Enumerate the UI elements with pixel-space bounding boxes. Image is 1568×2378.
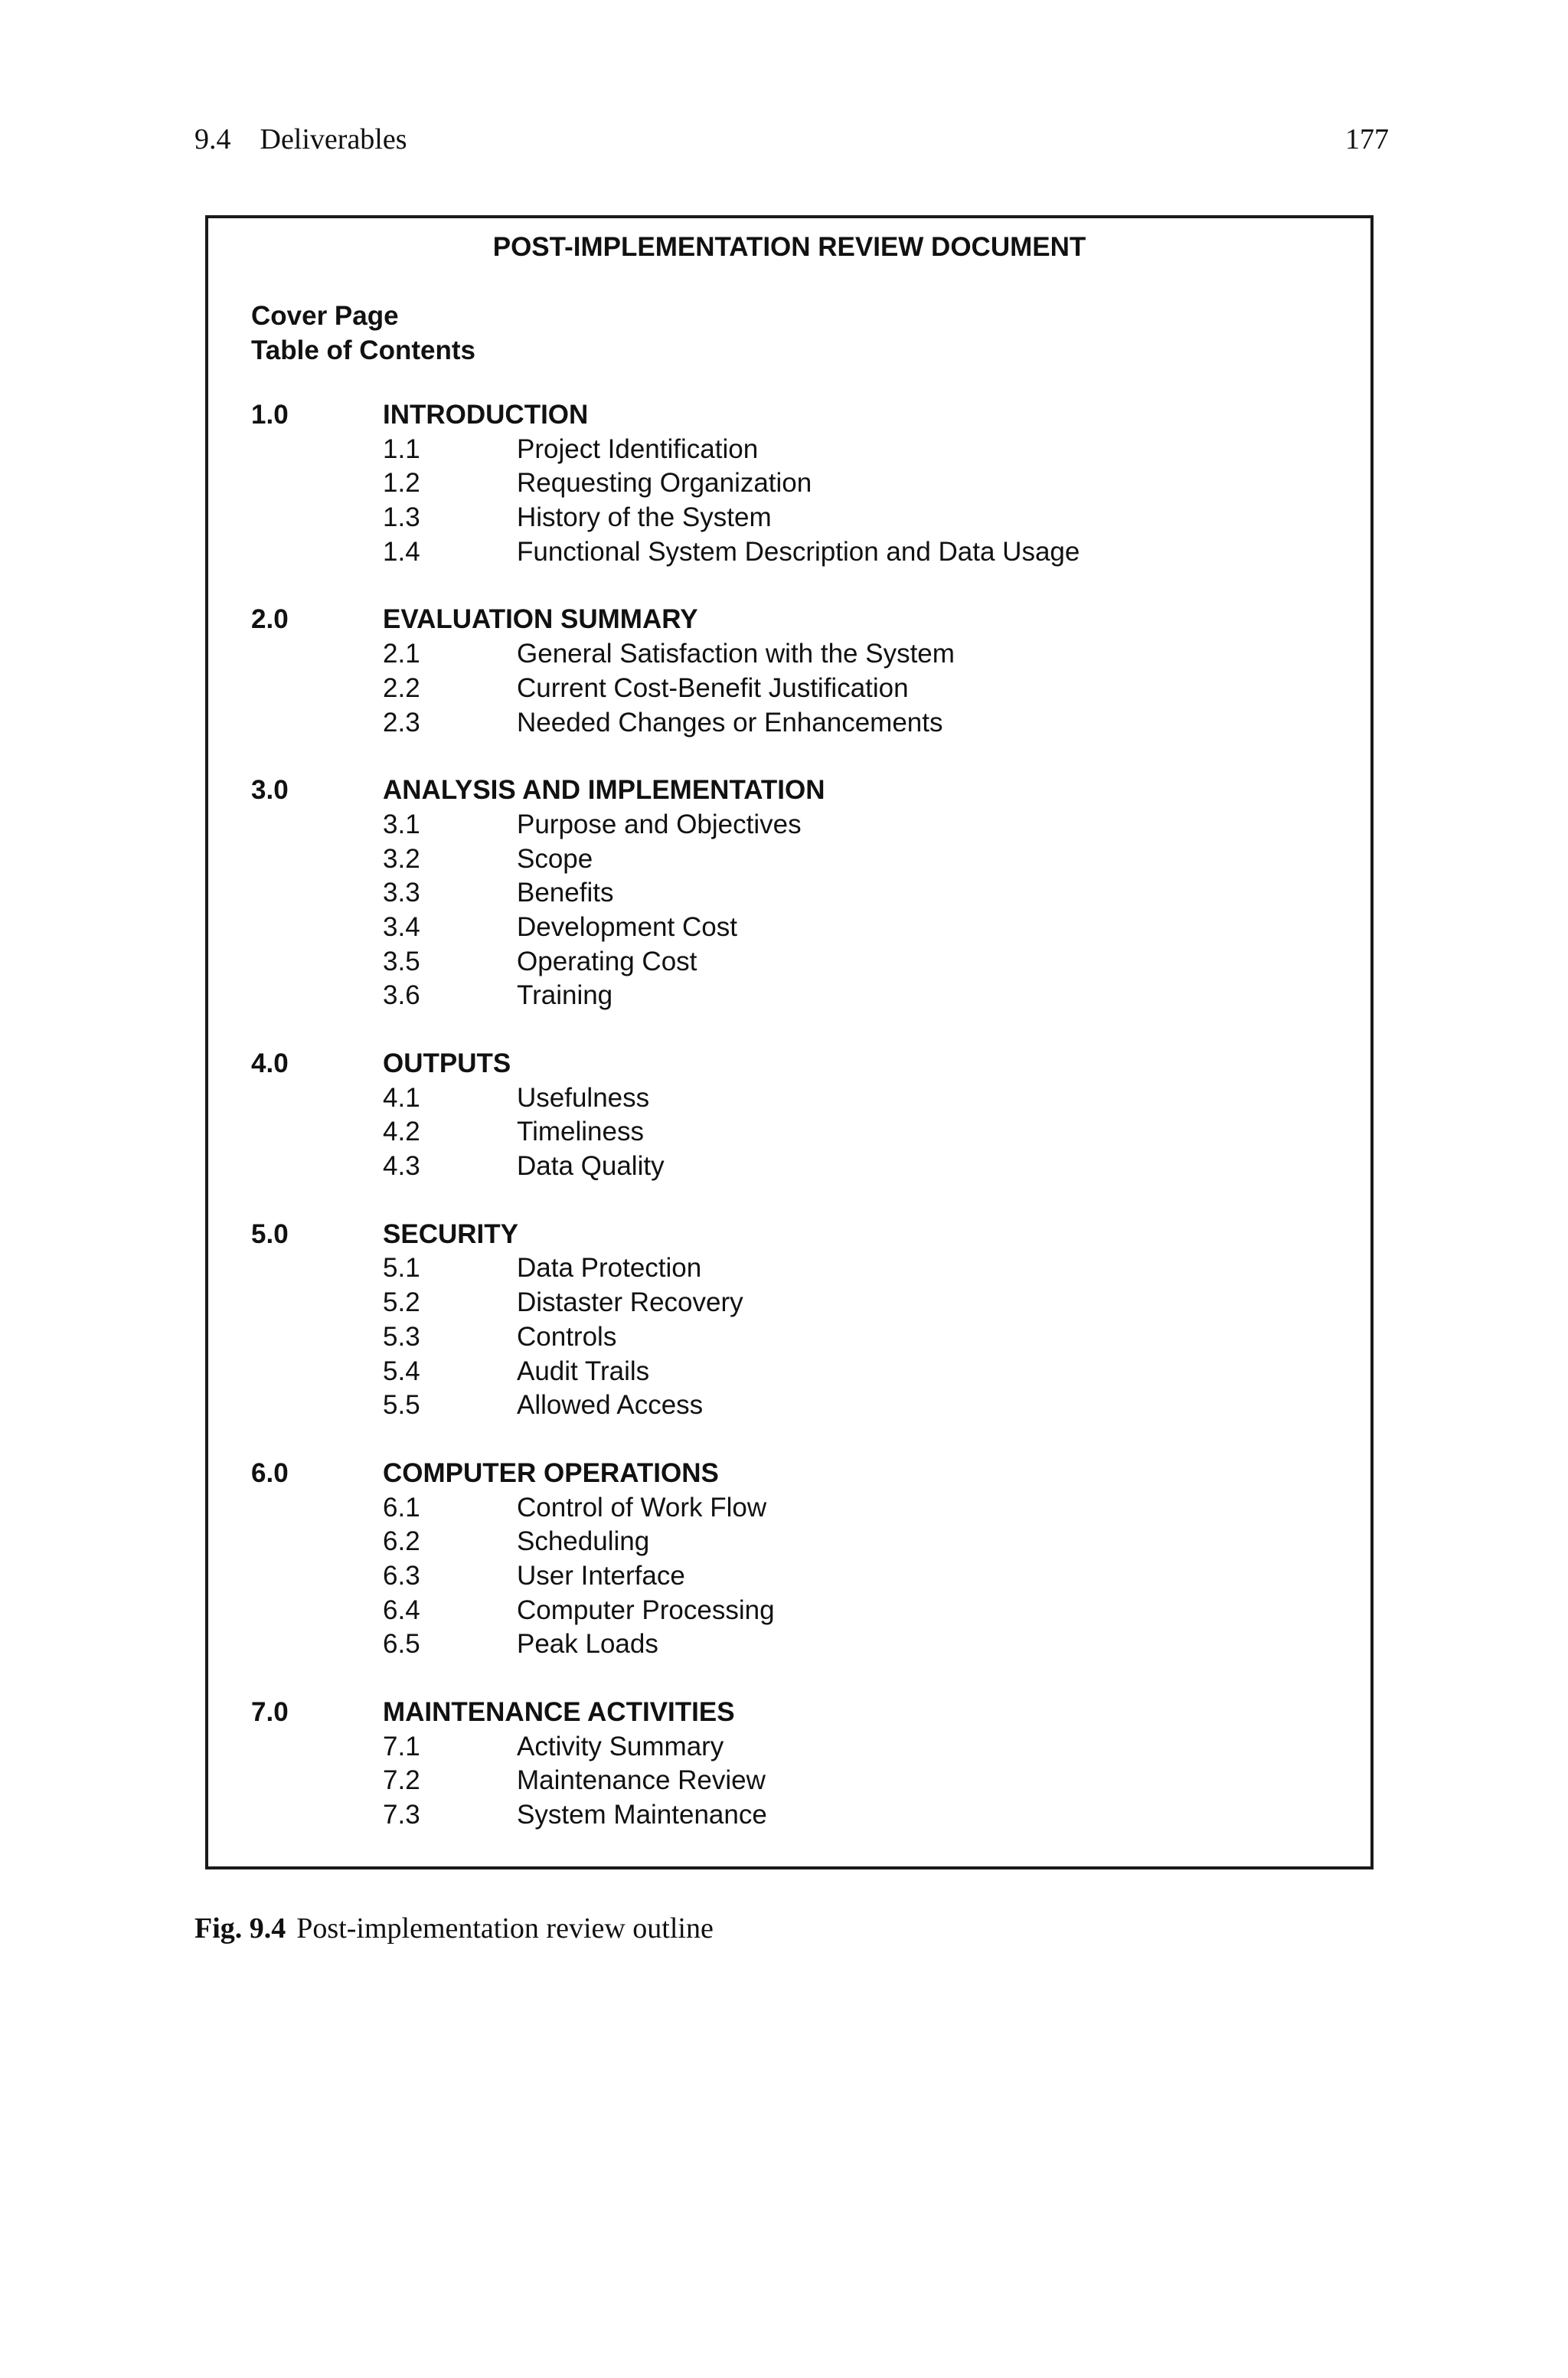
front-matter-cover-page: Cover Page	[251, 301, 399, 331]
section-title: EVALUATION SUMMARY	[383, 604, 698, 635]
subsection-number: 2.3	[383, 707, 420, 738]
subsection-item	[251, 1322, 1340, 1356]
subsection-number: 1.3	[383, 502, 420, 533]
subsection-number: 2.2	[383, 672, 420, 703]
running-head-section: 9.4 Deliverables	[194, 123, 407, 155]
subsection-number: 5.4	[383, 1356, 420, 1386]
subsection-number: 1.4	[383, 536, 420, 567]
subsection-item	[251, 1629, 1340, 1663]
figure-caption-label: Fig. 9.4	[194, 1912, 286, 1945]
subsection-number: 4.3	[383, 1151, 420, 1182]
subsection-text: Training	[517, 980, 613, 1011]
subsection-number: 3.2	[383, 843, 420, 874]
outline-section	[251, 1219, 1340, 1425]
section-number: 6.0	[251, 1457, 289, 1488]
subsection-text: Usefulness	[517, 1082, 650, 1113]
subsection-text: Development Cost	[517, 911, 737, 942]
section-number: 7.0	[251, 1697, 289, 1727]
subsection-number: 3.3	[383, 878, 420, 908]
front-matter	[251, 299, 475, 368]
subsection-item	[251, 639, 1340, 673]
section-heading	[251, 775, 1340, 810]
subsection-item	[251, 810, 1340, 844]
section-heading	[251, 1697, 1340, 1732]
subsection-number: 3.5	[383, 946, 420, 976]
subsection-item	[251, 1117, 1340, 1151]
figure-caption	[194, 1912, 714, 1945]
subsection-text: Allowed Access	[517, 1390, 704, 1421]
subsection-item	[251, 1561, 1340, 1595]
section-number: 1.0	[251, 400, 289, 430]
section-title: INTRODUCTION	[383, 400, 589, 430]
subsection-item	[251, 1253, 1340, 1287]
section-heading	[251, 1048, 1340, 1083]
outline-section	[251, 604, 1340, 741]
section-heading	[251, 1219, 1340, 1254]
outline-sections	[251, 400, 1340, 1868]
section-heading	[251, 1458, 1340, 1493]
subsection-item	[251, 468, 1340, 502]
outline-section	[251, 1048, 1340, 1186]
subsection-number: 7.2	[383, 1765, 420, 1796]
subsection-number: 4.1	[383, 1082, 420, 1113]
subsection-text: Activity Summary	[517, 1731, 724, 1761]
subsection-text: History of the System	[517, 502, 772, 533]
subsection-text: Control of Work Flow	[517, 1492, 767, 1523]
subsection-item	[251, 1595, 1340, 1630]
subsection-text: User Interface	[517, 1560, 685, 1591]
section-number: 4.0	[251, 1048, 289, 1078]
subsection-item	[251, 1765, 1340, 1800]
subsection-number: 3.4	[383, 911, 420, 942]
outline-box	[205, 215, 1374, 1869]
subsection-number: 5.1	[383, 1253, 420, 1284]
subsection-text: Needed Changes or Enhancements	[517, 707, 943, 738]
subsection-number: 4.2	[383, 1117, 420, 1147]
subsection-item	[251, 1732, 1340, 1766]
section-number: 3.0	[251, 775, 289, 806]
subsection-item	[251, 1287, 1340, 1322]
running-head	[194, 123, 1389, 161]
subsection-text: Data Quality	[517, 1151, 665, 1182]
subsection-number: 5.5	[383, 1390, 420, 1421]
outline-section	[251, 1458, 1340, 1663]
subsection-item	[251, 844, 1340, 878]
subsection-number: 6.2	[383, 1526, 420, 1557]
subsection-text: System Maintenance	[517, 1800, 767, 1830]
subsection-text: Maintenance Review	[517, 1765, 766, 1796]
outline-section	[251, 400, 1340, 571]
page-number: 177	[1345, 123, 1389, 155]
section-title: COMPUTER OPERATIONS	[383, 1457, 719, 1488]
subsection-number: 2.1	[383, 639, 420, 669]
subsection-number: 3.1	[383, 809, 420, 839]
subsection-text: Current Cost-Benefit Justification	[517, 672, 909, 703]
subsection-number: 6.1	[383, 1492, 420, 1523]
subsection-item	[251, 980, 1340, 1015]
subsection-item	[251, 708, 1340, 742]
subsection-number: 7.1	[383, 1731, 420, 1761]
subsection-number: 1.2	[383, 468, 420, 499]
subsection-text: Distaster Recovery	[517, 1287, 743, 1318]
subsection-text: Scheduling	[517, 1526, 650, 1557]
subsection-text: Controls	[517, 1321, 617, 1352]
subsection-number: 5.3	[383, 1321, 420, 1352]
outline-section	[251, 775, 1340, 1015]
subsection-item	[251, 1356, 1340, 1391]
section-title: SECURITY	[383, 1218, 518, 1249]
section-title: ANALYSIS AND IMPLEMENTATION	[383, 775, 825, 806]
subsection-text: Functional System Description and Data Usage	[517, 536, 1080, 567]
subsection-number: 6.5	[383, 1629, 420, 1660]
subsection-number: 3.6	[383, 980, 420, 1011]
outline-section	[251, 1697, 1340, 1834]
subsection-text: Computer Processing	[517, 1595, 775, 1625]
subsection-item	[251, 1526, 1340, 1561]
section-heading	[251, 604, 1340, 639]
subsection-item	[251, 434, 1340, 469]
section-heading	[251, 400, 1340, 434]
subsection-text: Timeliness	[517, 1117, 644, 1147]
subsection-item	[251, 947, 1340, 981]
subsection-item	[251, 1493, 1340, 1527]
subsection-text: Data Protection	[517, 1253, 702, 1284]
subsection-item	[251, 912, 1340, 947]
subsection-text: General Satisfaction with the System	[517, 639, 955, 669]
section-number: 5.0	[251, 1218, 289, 1249]
subsection-item	[251, 502, 1340, 537]
subsection-number: 6.3	[383, 1560, 420, 1591]
subsection-item	[251, 1800, 1340, 1834]
subsection-text: Scope	[517, 843, 593, 874]
document-title: POST-IMPLEMENTATION REVIEW DOCUMENT	[492, 232, 1086, 262]
section-title: MAINTENANCE ACTIVITIES	[383, 1697, 735, 1727]
section-title: OUTPUTS	[383, 1048, 511, 1078]
subsection-text: Audit Trails	[517, 1356, 650, 1386]
subsection-text: Operating Cost	[517, 946, 697, 976]
subsection-text: Project Identification	[517, 433, 759, 464]
subsection-item	[251, 1083, 1340, 1117]
subsection-item	[251, 537, 1340, 571]
front-matter-table-of-contents: Table of Contents	[251, 335, 475, 365]
figure-caption-text: Post-implementation review outline	[296, 1912, 714, 1945]
section-number: 2.0	[251, 604, 289, 635]
subsection-number: 6.4	[383, 1595, 420, 1625]
subsection-number: 7.3	[383, 1800, 420, 1830]
subsection-number: 1.1	[383, 433, 420, 464]
subsection-item	[251, 878, 1340, 912]
subsection-text: Purpose and Objectives	[517, 809, 802, 839]
subsection-text: Benefits	[517, 878, 614, 908]
subsection-item	[251, 673, 1340, 708]
subsection-item	[251, 1151, 1340, 1186]
subsection-text: Peak Loads	[517, 1629, 658, 1660]
subsection-item	[251, 1390, 1340, 1425]
subsection-text: Requesting Organization	[517, 468, 812, 499]
subsection-number: 5.2	[383, 1287, 420, 1318]
